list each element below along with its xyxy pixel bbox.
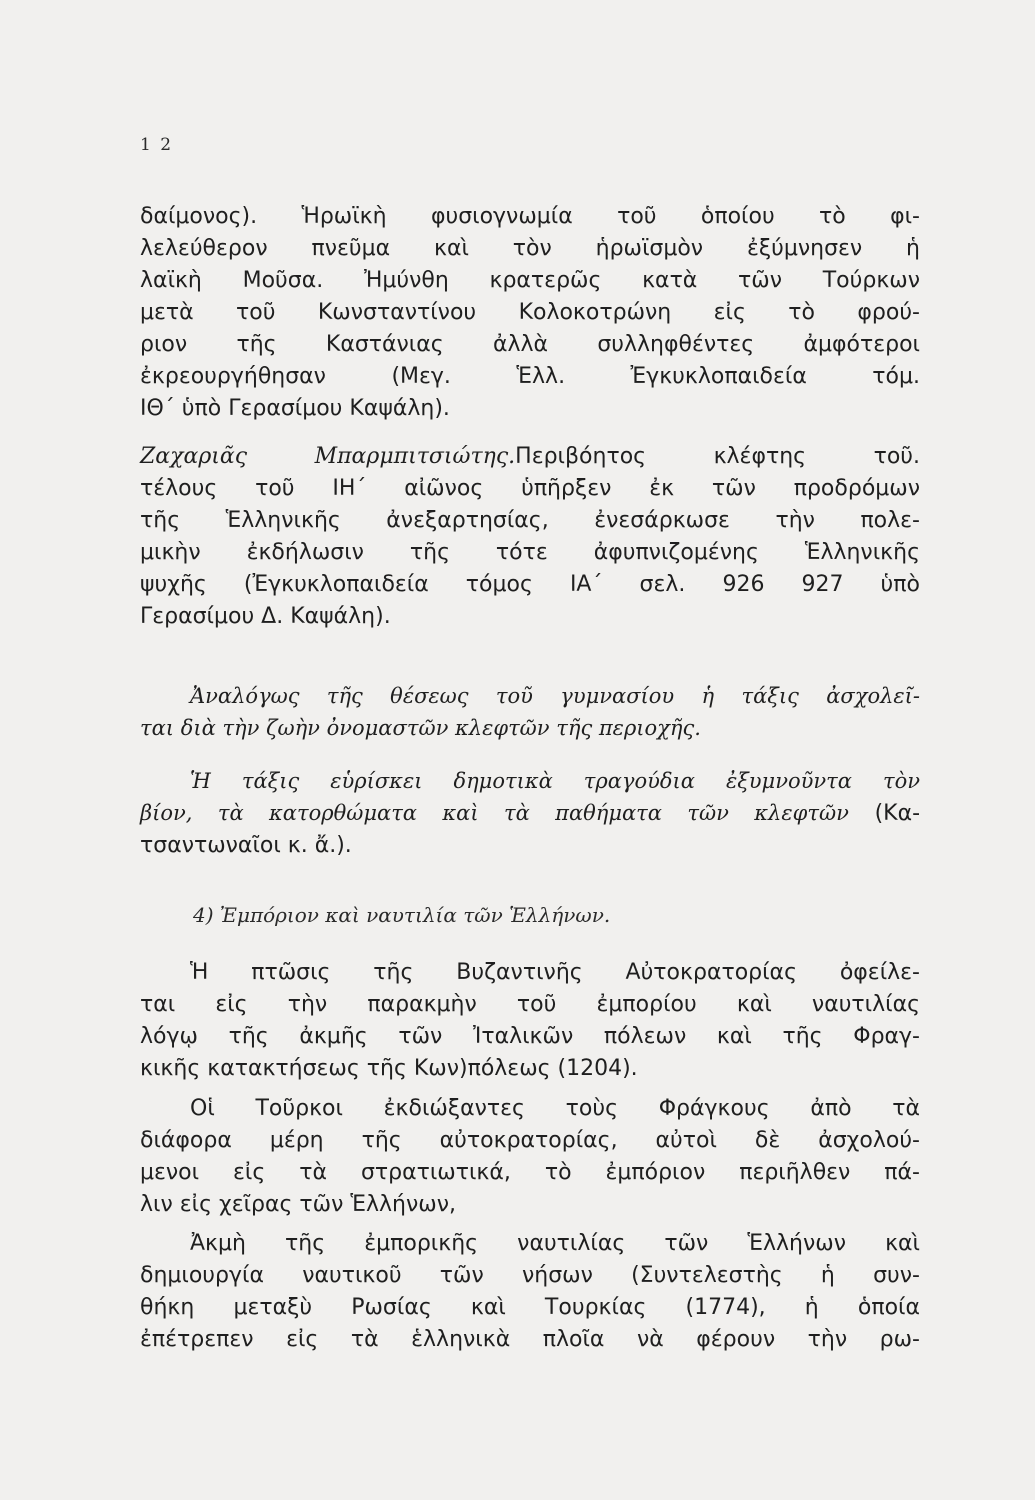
text-line: τῆς Ἑλληνικῆς ἀνεξαρτησίας, ἐνεσάρκωσε τὴν πολε-: [140, 508, 920, 533]
text-line: Ἡ πτῶσις τῆς Βυζαντινῆς Αὐτοκρατορίας ὀφείλε-: [190, 960, 920, 985]
text-line: λαϊκὴ Μοῦσα. Ἠμύνθη κρατερῶς κατὰ τῶν Τούρκων: [140, 268, 920, 293]
text-line: δημιουργία ναυτικοῦ τῶν νήσων (Συντελεστὴς ἡ συν-: [140, 1263, 920, 1288]
text-segment: βίον, τὰ κατορθώματα καὶ τὰ παθήματα τῶν κλεφτῶν: [140, 801, 849, 825]
text-line: λελεύθερον πνεῦμα καὶ τὸν ἡρωϊσμὸν ἐξύμνησεν ἡ: [140, 236, 920, 261]
text-line: ται εἰς τὴν παρακμὴν τοῦ ἐμπορίου καὶ ναυτιλίας: [140, 992, 920, 1017]
text-line: θήκη μεταξὺ Ρωσίας καὶ Τουρκίας (1774), ἡ ὁποία: [140, 1295, 920, 1320]
text-segment: Περιβόητος κλέφτης τοῦ.: [515, 444, 920, 469]
paragraph-zacharias: [140, 441, 920, 633]
text-line: Ἀκμὴ τῆς ἐμπορικῆς ναυτιλίας τῶν Ἑλλήνων καὶ: [190, 1231, 920, 1256]
text-line: Γερασίμου Δ. Καψάλη).: [140, 604, 391, 629]
text-line: μικὴν ἐκδήλωσιν τῆς τότε ἀφυπνιζομένης Ἑλληνικῆς: [140, 540, 920, 565]
page-number: 1 2: [140, 135, 174, 155]
text-line: μενοι εἰς τὰ στρατιωτικά, τὸ ἐμπόριον περιῆλθεν πά-: [140, 1160, 920, 1185]
text-line: Οἱ Τοῦρκοι ἐκδιώξαντες τοὺς Φράγκους ἀπὸ τὰ: [190, 1096, 920, 1121]
text-line: [140, 797, 920, 830]
paragraph-turks-franks: [140, 1093, 920, 1221]
paragraph-merchant-shipping: [140, 1228, 920, 1356]
text-line: μετὰ τοῦ Κωνσταντίνου Κολοκοτρώνη εἰς τὸ φρού-: [140, 300, 920, 325]
text-line: ἐπέτρεπεν εἰς τὰ ἑλληνικὰ πλοῖα νὰ φέρουν τὴν ρω-: [140, 1327, 920, 1352]
text-line: δαίμονος). Ἡρωϊκὴ φυσιογνωμία τοῦ ὁποίου τὸ φι-: [140, 204, 920, 229]
text-line: λόγῳ τῆς ἀκμῆς τῶν Ἰταλικῶν πόλεων καὶ τῆς Φραγ-: [140, 1024, 920, 1049]
paragraph-byzantine-fall: [140, 957, 920, 1085]
text-line: διάφορα μέρη τῆς αὐτοκρατορίας, αὐτοὶ δὲ ἀσχολού-: [140, 1128, 920, 1153]
text-line: ἐκρεουργήθησαν (Μεγ. Ἑλλ. Ἐγκυκλοπαιδεία τόμ.: [140, 364, 920, 389]
text-line: κικῆς κατακτήσεως τῆς Κων)πόλεως (1204).: [140, 1056, 638, 1081]
paragraph-gymnasium-task: [140, 680, 920, 744]
text-line: Ἡ τάξις εὑρίσκει δημοτικὰ τραγούδια ἐξυμνοῦντα τὸν: [190, 769, 920, 793]
text-segment: (Κα-: [874, 801, 921, 826]
text-line: τσαντωναῖοι κ. ἄ.).: [140, 833, 352, 858]
person-name: Ζαχαριᾶς Μπαρμπιτσιώτης.: [140, 444, 516, 469]
text-line: λιν εἰς χεῖρας τῶν Ἑλλήνων,: [140, 1192, 456, 1217]
text-line: τέλους τοῦ ΙΗ΄ αἰῶνος ὑπῆρξεν ἐκ τῶν προδρόμων: [140, 476, 920, 501]
paragraph-daimonos: [140, 201, 920, 425]
text-line: ται διὰ τὴν ζωὴν ὀνομαστῶν κλεφτῶν τῆς περιοχῆς.: [140, 716, 701, 740]
section-heading: 4) Ἐμπόριον καὶ ναυτιλία τῶν Ἑλλήνων.: [193, 903, 611, 927]
paragraph-folk-songs: [140, 765, 920, 862]
text-line: Ἀναλόγως τῆς θέσεως τοῦ γυμνασίου ἡ τάξις ἀσχολεῖ-: [190, 684, 920, 708]
text-line: ψυχῆς (Ἐγκυκλοπαιδεία τόμος ΙΑ΄ σελ. 926 927 ὑπὸ: [140, 572, 920, 597]
text-line: [140, 441, 920, 473]
text-line: ριον τῆς Καστάνιας ἀλλὰ συλληφθέντες ἀμφότεροι: [140, 332, 920, 357]
text-line: ΙΘ΄ ὑπὸ Γερασίμου Καψάλη).: [140, 396, 450, 421]
